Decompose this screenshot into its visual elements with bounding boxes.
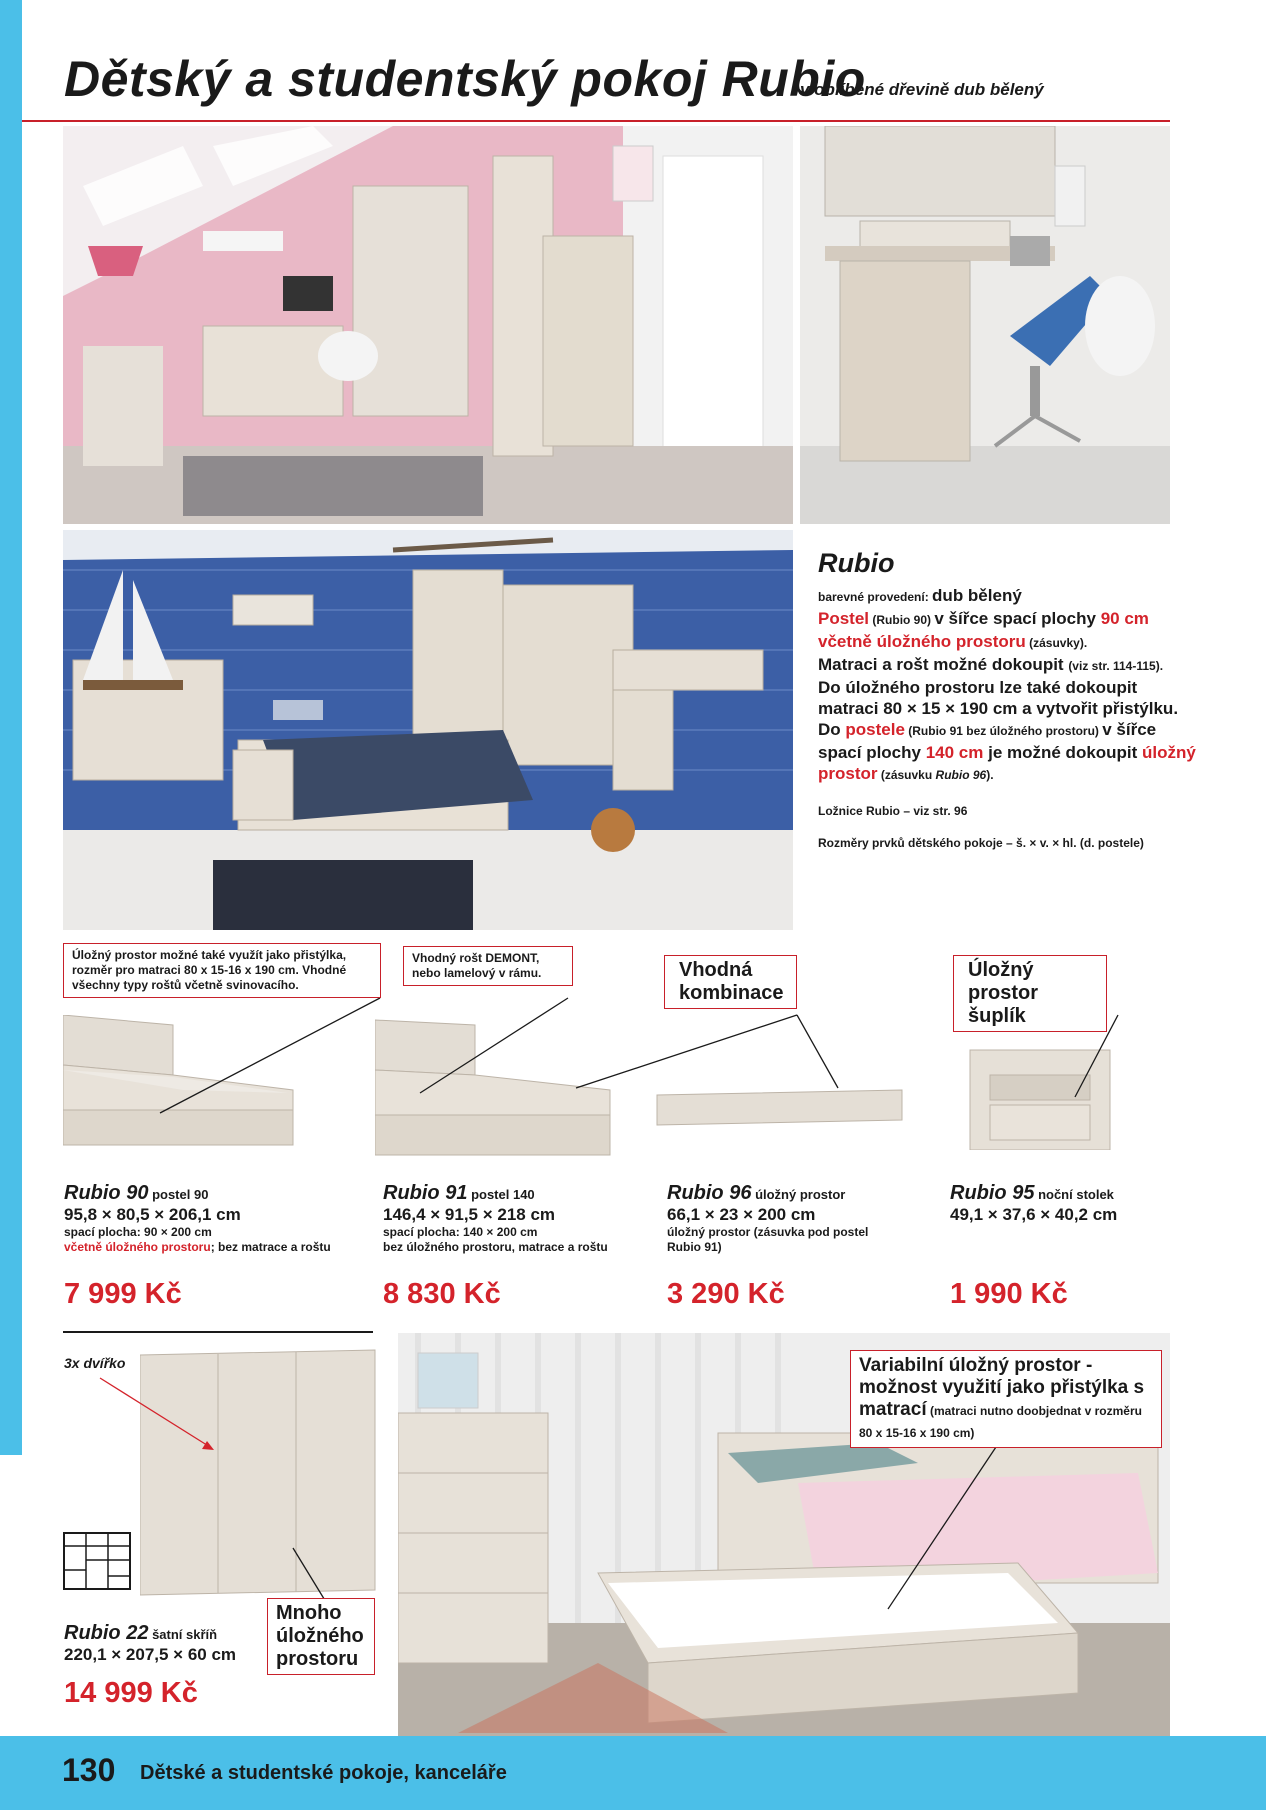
product-type: noční stolek [1034, 1187, 1114, 1202]
callout-variable-note: (matraci nutno doobjednat v rozměru 80 x 15-16 x 190 cm) [859, 1404, 1142, 1440]
page-number: 130 [62, 1752, 116, 1788]
sidebar-accent-bar [0, 0, 22, 1455]
product-dims: 95,8 × 80,5 × 206,1 cm [64, 1205, 241, 1224]
product-price: 14 999 Kč [64, 1677, 198, 1709]
storage-text: Do úložného prostoru lze také dokoupit matraci 80 × 15 × 190 cm a vytvořit přistýlku. [818, 678, 1179, 718]
bed-width: 90 cm [1100, 609, 1149, 628]
photo-study-desk [800, 126, 1170, 524]
width-140: 140 cm [925, 743, 984, 762]
bedroom-ref: Ložnice Rubio – viz str. 96 [818, 804, 968, 818]
rubio96-ref: Rubio 96 [935, 768, 987, 782]
callout-combination: Vhodná kombinace [664, 955, 797, 1009]
bed-model: (Rubio 90) [869, 613, 935, 627]
color-label: barevné provedení: [818, 590, 933, 604]
page-title: Dětský a studentský pokoj Rubio [64, 51, 866, 107]
callout-variable-main: Variabilní úložný prostor - možnost využití jako přistýlka s matrací [859, 1355, 1145, 1420]
do-word: Do [818, 720, 846, 739]
product-type: postel 90 [148, 1187, 209, 1202]
product-note: spací plocha: 90 × 200 cm [64, 1225, 212, 1239]
postele-word: postele [845, 720, 905, 739]
product-note-rest: ; bez matrace a roštu [210, 1240, 331, 1254]
ulozny-prostor: úložný prostor [818, 743, 1196, 783]
product-type: úložný prostor [751, 1187, 846, 1202]
bed-word: Postel [818, 609, 870, 628]
callout-variable-storage [850, 1350, 1162, 1448]
product-name: Rubio 91 [383, 1182, 468, 1204]
product-info-block [818, 548, 1198, 850]
door-label: 3x dvířko [64, 1355, 126, 1371]
product-note: spací plocha: 140 × 200 cm [383, 1225, 538, 1239]
section-divider [63, 1331, 373, 1333]
zasuvku-end: ). [986, 768, 994, 782]
product-dims: 66,1 × 23 × 200 cm [667, 1205, 816, 1224]
product-dims: 49,1 × 37,6 × 40,2 cm [950, 1205, 1118, 1224]
product-type: postel 140 [467, 1187, 535, 1202]
callout-drawer-storage: Úložný prostor šuplík [953, 955, 1107, 1032]
image-rubio-95 [965, 1045, 1120, 1150]
info-title: Rubio [818, 548, 895, 578]
rubio91-note: (Rubio 91 bez úložného prostoru) [904, 724, 1103, 738]
product-dims: 146,4 × 91,5 × 218 cm [383, 1205, 556, 1224]
product-price: 8 830 Kč [383, 1278, 501, 1310]
product-note: úložný prostor (zásuvka pod postel Rubio 91) [667, 1225, 869, 1254]
mattress-text: Matraci a rošt možné dokoupit [818, 655, 1069, 674]
title-divider [22, 120, 1170, 122]
product-note-rest: bez úložného prostoru, matrace a roštu [383, 1240, 608, 1254]
callout-storage-extra-bed: Úložný prostor možné také využít jako přistýlka, rozměr pro matraci 80 x 15-16 x 190 cm. Vhodné všechny typy roštů včetně svinovacího. [63, 943, 381, 998]
image-rubio-22 [140, 1345, 380, 1600]
product-price: 7 999 Kč [64, 1278, 182, 1310]
product-name: Rubio 96 [667, 1182, 752, 1204]
product-rubio-90 [64, 1182, 334, 1310]
product-name: Rubio 22 [64, 1622, 149, 1644]
product-dims: 220,1 × 207,5 × 60 cm [64, 1645, 237, 1664]
product-rubio-95 [950, 1182, 1170, 1310]
photo-pink-room [63, 126, 793, 524]
je-mozne: je možné dokoupit [983, 743, 1143, 762]
product-note-red: včetně úložného prostoru [64, 1240, 211, 1254]
product-price: 1 990 Kč [950, 1278, 1068, 1310]
page-subtitle: v oblíbené dřevině dub bělený [800, 80, 1044, 99]
bed-storage: včetně úložného prostoru [818, 632, 1026, 651]
bed-text: v šířce spací plochy [934, 609, 1101, 628]
wardrobe-schema-icon [63, 1532, 131, 1590]
product-price: 3 290 Kč [667, 1278, 785, 1310]
callout-much-storage: Mnoho úložného prostoru [267, 1598, 375, 1675]
photo-blue-room [63, 530, 793, 930]
product-name: Rubio 95 [950, 1182, 1035, 1204]
image-rubio-91 [375, 1015, 615, 1160]
footer-section-title: Dětské a studentské pokoje, kanceláře [140, 1762, 507, 1784]
zasuvku: (zásuvku [877, 768, 936, 782]
product-rubio-91 [383, 1182, 653, 1310]
product-type: šatní skříň [148, 1627, 218, 1642]
v-sirce: v šířce spací plochy [818, 720, 1157, 762]
image-rubio-90 [63, 1015, 303, 1160]
product-rubio-96 [667, 1182, 907, 1310]
mattress-ref: (viz str. 114-115). [1068, 659, 1164, 673]
product-name: Rubio 90 [64, 1182, 149, 1204]
image-rubio-96 [652, 1080, 907, 1130]
bed-storage-note: (zásuvky). [1025, 636, 1088, 650]
callout-slatted-base: Vhodný rošt DEMONT, nebo lamelový v rámu. [403, 946, 573, 986]
dims-legend: Rozměry prvků dětského pokoje – š. × v. × hl. (d. postele) [818, 836, 1144, 850]
color-value: dub bělený [932, 586, 1022, 605]
